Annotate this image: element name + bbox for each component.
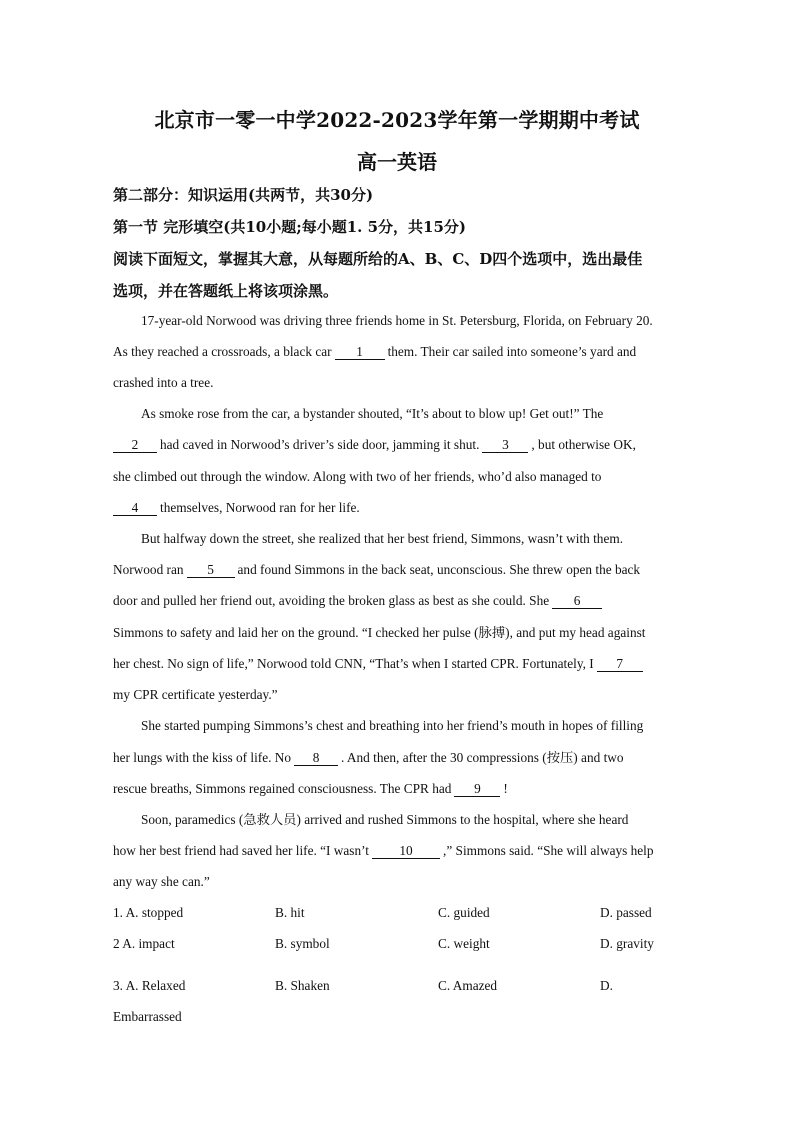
passage-line (113, 499, 360, 517)
question-1-option-d: D. passed (600, 905, 652, 920)
question-2-option-a: 2 A. impact (113, 936, 175, 951)
passage-line (113, 343, 636, 361)
passage-text: and found Simmons in the back seat, unconscious. She threw open the back (237, 562, 641, 577)
passage-text: Norwood ran (113, 562, 184, 577)
blank-9: 9 (454, 782, 500, 797)
passage-line (113, 624, 645, 642)
instruction-line-1: 阅读下面短文，掌握其大意，从每题所给的A、B、C、D四个选项中，选出最佳 (113, 250, 643, 268)
passage-text: her chest. No sign of life,” Norwood told CNN, “That’s when I started CPR. Fortunately, I (113, 656, 594, 671)
passage-text: As smoke rose from the car, a bystander shouted, “It’s about to blow up! Get out!” The (141, 406, 604, 421)
passage-text: them. Their car sailed into someone’s yard and (387, 344, 637, 359)
passage-line (113, 655, 646, 673)
blank-1: 1 (335, 345, 385, 360)
passage-text: door and pulled her friend out, avoiding the broken glass as best as she could. She (113, 593, 550, 608)
passage-line (141, 312, 653, 330)
passage-text: . And then, after the 30 compressions (按压) and two (341, 750, 624, 765)
blank-6: 6 (552, 594, 602, 609)
passage-text: She started pumping Simmons’s chest and breathing into her friend’s mouth in hopes of filling (141, 718, 644, 733)
passage-text: Soon, paramedics (急救人员) arrived and rushed Simmons to the hospital, where she heard (141, 812, 629, 827)
blank-7: 7 (597, 657, 643, 672)
question-3-option-b: B. Shaken (275, 978, 330, 993)
passage-text: any way she can.” (113, 874, 210, 889)
passage-text: Simmons to safety and laid her on the ground. “I checked her pulse (脉搏), and put my head against (113, 625, 646, 640)
passage-line (113, 374, 213, 392)
instruction-line-2: 选项，并在答题纸上将该项涂黑。 (113, 282, 339, 300)
blank-5: 5 (187, 563, 235, 578)
passage-line (141, 811, 628, 829)
passage-line (141, 530, 623, 548)
passage-line (113, 749, 624, 767)
passage-line (113, 561, 640, 579)
question-3-option-a: 3. A. Relaxed (113, 978, 186, 993)
blank-2: 2 (113, 438, 157, 453)
question-2-option-c: C. weight (438, 936, 490, 951)
question-2-option-d: D. gravity (600, 936, 654, 951)
subsection-heading: 第一节 完形填空(共10小题;每小题1. 5分，共15分) (113, 218, 467, 236)
passage-line (113, 436, 636, 454)
passage-line (113, 592, 605, 610)
passage-text: how her best friend had saved her life. “I wasn’t (113, 843, 369, 858)
blank-4: 4 (113, 501, 157, 516)
exam-subtitle: 高一英语 (357, 150, 437, 174)
passage-line (113, 468, 601, 486)
blank-10: 10 (372, 844, 440, 859)
question-1-option-c: C. guided (438, 905, 490, 920)
question-1-option-b: B. hit (275, 905, 305, 920)
passage-text: my CPR certificate yesterday.” (113, 687, 278, 702)
passage-text: rescue breaths, Simmons regained consciousness. The CPR had (113, 781, 452, 796)
question-3-option-c: C. Amazed (438, 978, 498, 993)
section-heading: 第二部分：知识运用(共两节，共30分) (113, 186, 374, 204)
question-2-option-b: B. symbol (275, 936, 330, 951)
passage-line (113, 780, 508, 798)
passage-line (113, 873, 210, 891)
passage-line (141, 405, 603, 423)
passage-text: she climbed out through the window. Along with two of her friends, who’d also managed to (113, 469, 602, 484)
passage-text: 17-year-old Norwood was driving three friends home in St. Petersburg, Florida, on February 20. (141, 313, 653, 328)
passage-line (113, 686, 278, 704)
passage-text: But halfway down the street, she realized that her best friend, Simmons, wasn’t with them. (141, 531, 624, 546)
exam-title: 北京市一零一中学2022-2023学年第一学期期中考试 (154, 108, 640, 132)
question-3-option-d-text: Embarrassed (113, 1009, 182, 1024)
passage-text: her lungs with the kiss of life. No (113, 750, 292, 765)
question-1-option-a: 1. A. stopped (113, 905, 184, 920)
passage-line (141, 717, 643, 735)
passage-text: ! (503, 781, 508, 796)
passage-text: themselves, Norwood ran for her life. (160, 500, 360, 515)
question-3-option-d: D. (600, 978, 613, 993)
passage-text: crashed into a tree. (113, 375, 214, 390)
passage-text: , but otherwise OK, (531, 437, 636, 452)
blank-3: 3 (482, 438, 528, 453)
passage-line (113, 842, 654, 860)
passage-text: As they reached a crossroads, a black car (113, 344, 332, 359)
passage-text: ,” Simmons said. “She will always help (443, 843, 654, 858)
passage-text: had caved in Norwood’s driver’s side door, jamming it shut. (160, 437, 480, 452)
blank-8: 8 (294, 751, 338, 766)
